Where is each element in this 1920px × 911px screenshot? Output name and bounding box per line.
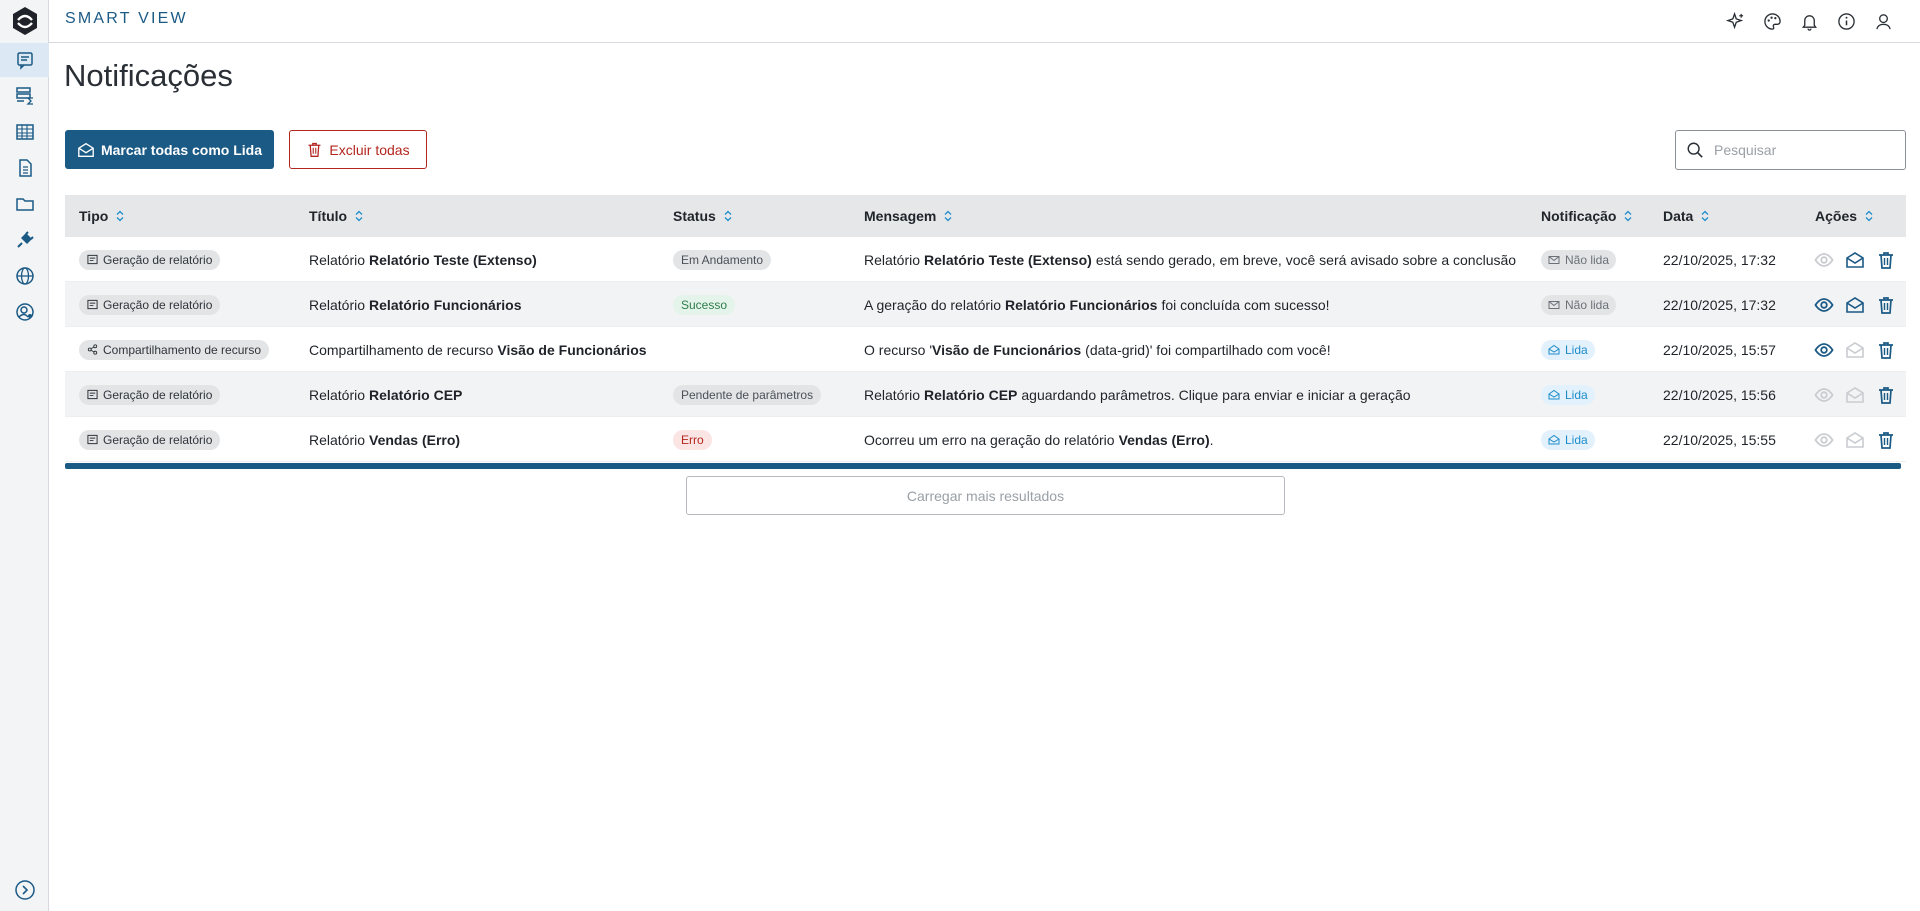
table-scrollbar[interactable]	[65, 463, 1901, 469]
envelope-open-icon	[1845, 340, 1865, 360]
delete-button[interactable]	[1875, 249, 1896, 270]
message-cell	[864, 417, 1214, 462]
delete-button[interactable]	[1875, 294, 1896, 315]
mark-all-read-button[interactable]	[65, 130, 274, 169]
column-header-label: Notificação	[1541, 208, 1617, 224]
user-settings-icon	[15, 302, 35, 322]
envelope-open-icon	[1845, 385, 1865, 405]
sidebar-item-documents[interactable]	[0, 151, 49, 185]
sidebar-item-web[interactable]	[0, 259, 49, 293]
status-badge: Sucesso	[673, 295, 735, 315]
logo-icon	[11, 6, 39, 36]
report-icon	[87, 299, 98, 310]
report-icon	[87, 434, 98, 445]
message-bold: Relatório Teste (Extenso)	[924, 251, 1092, 268]
delete-button[interactable]	[1875, 429, 1896, 450]
row-actions	[1813, 429, 1896, 450]
column-header-mensagem[interactable]	[864, 195, 952, 237]
user-icon	[1874, 12, 1893, 31]
status-cell	[673, 282, 735, 327]
column-header-notificacao[interactable]	[1541, 195, 1632, 237]
eye-icon	[1814, 385, 1834, 405]
document-icon	[15, 158, 35, 178]
title-prefix: Relatório	[309, 431, 366, 448]
sidebar	[0, 0, 49, 911]
view-button[interactable]	[1813, 294, 1834, 315]
message-cell	[864, 282, 1330, 327]
plug-icon	[15, 230, 35, 250]
message-text: O recurso '	[864, 341, 933, 358]
row-actions	[1813, 249, 1896, 270]
view-button[interactable]	[1813, 384, 1834, 405]
table-row[interactable]	[65, 327, 1906, 372]
message-text-end: .	[1209, 431, 1214, 448]
notification-cell	[1541, 327, 1595, 372]
notification-label: Lida	[1565, 432, 1588, 447]
trash-icon	[1876, 430, 1896, 450]
message-bold: Visão de Funcionários	[932, 341, 1082, 358]
sort-icon	[116, 210, 124, 222]
search-icon	[1686, 141, 1704, 159]
title-cell	[309, 417, 460, 462]
trash-icon	[306, 141, 323, 158]
page-title: Notificações	[64, 58, 233, 93]
type-cell	[79, 282, 220, 327]
message-text: Relatório	[864, 386, 921, 403]
mark-read-button[interactable]	[1844, 384, 1865, 405]
row-actions	[1813, 384, 1896, 405]
notification-cell	[1541, 372, 1595, 417]
eye-icon	[1814, 295, 1834, 315]
search-input[interactable]	[1714, 142, 1894, 158]
actions-cell	[1813, 372, 1896, 417]
date-cell: 22/10/2025, 15:56	[1663, 386, 1776, 403]
view-button[interactable]	[1813, 429, 1834, 450]
type-label: Compartilhamento de recurso	[103, 342, 262, 357]
theme-button[interactable]	[1762, 11, 1783, 32]
notification-cell	[1541, 237, 1616, 282]
notifications-icon	[15, 50, 35, 70]
sort-icon	[355, 210, 363, 222]
top-actions	[1725, 11, 1894, 32]
notification-label: Não lida	[1565, 252, 1610, 267]
mark-all-read-label: Marcar todas como Lida	[100, 141, 263, 158]
sparkle-icon	[1726, 12, 1745, 31]
status-badge: Em Andamento	[673, 250, 771, 270]
message-bold: Relatório CEP	[924, 386, 1018, 403]
bell-icon	[1800, 12, 1819, 31]
type-chip	[79, 430, 220, 450]
title-cell	[309, 327, 647, 372]
data-grid-icon	[15, 122, 35, 142]
type-chip	[79, 340, 269, 360]
message-bold: Relatório Funcionários	[1004, 296, 1158, 313]
delete-all-label: Excluir todas	[329, 141, 410, 158]
title-prefix: Relatório	[309, 296, 366, 313]
table-body	[65, 237, 1906, 462]
column-header-status[interactable]	[673, 195, 732, 237]
date-cell: 22/10/2025, 17:32	[1663, 251, 1776, 268]
envelope-open-icon	[1845, 250, 1865, 270]
mark-read-button[interactable]	[1844, 249, 1865, 270]
type-chip	[79, 385, 220, 405]
notification-cell	[1541, 282, 1616, 327]
mark-read-button[interactable]	[1844, 294, 1865, 315]
info-icon	[1837, 12, 1856, 31]
type-label: Geração de relatório	[103, 387, 213, 402]
title-name: Relatório Teste (Extenso)	[369, 251, 537, 268]
sidebar-item-folders[interactable]	[0, 187, 49, 221]
mail-closed-icon	[1548, 299, 1560, 311]
title-name: Visão de Funcionários	[497, 341, 647, 358]
type-cell	[79, 327, 269, 372]
expand-sidebar-button[interactable]	[14, 879, 36, 901]
actions-cell	[1813, 282, 1896, 327]
globe-icon	[15, 266, 35, 286]
actions-cell	[1813, 237, 1896, 282]
report-icon	[87, 389, 98, 400]
search-box	[1675, 130, 1906, 170]
date-cell: 22/10/2025, 15:57	[1663, 341, 1776, 358]
column-header-data[interactable]	[1663, 195, 1709, 237]
sort-icon	[724, 210, 732, 222]
table-row[interactable]	[65, 372, 1906, 417]
top-bar	[49, 0, 1920, 43]
table-header	[65, 195, 1906, 237]
table-row[interactable]	[65, 417, 1906, 462]
notification-cell	[1541, 417, 1595, 462]
status-cell	[673, 417, 712, 462]
title-name: Relatório Funcionários	[369, 296, 522, 313]
title-cell	[309, 372, 462, 417]
folder-icon	[15, 194, 35, 214]
type-label: Geração de relatório	[103, 252, 213, 267]
column-header-label: Tipo	[79, 208, 109, 224]
actions-cell	[1813, 327, 1896, 372]
sidebar-item-connections[interactable]	[0, 223, 49, 257]
notification-label: Não lida	[1565, 297, 1610, 312]
sidebar-item-notifications[interactable]	[0, 43, 49, 77]
date-cell: 22/10/2025, 17:32	[1663, 296, 1776, 313]
notifications-table	[65, 195, 1906, 469]
eye-icon	[1814, 250, 1834, 270]
type-cell	[79, 237, 220, 282]
message-text: Ocorreu um erro na geração do relatório	[864, 431, 1115, 448]
type-cell	[79, 372, 220, 417]
row-actions	[1813, 294, 1896, 315]
column-header-label: Mensagem	[864, 208, 937, 224]
brand-name: SMART VIEW	[65, 10, 188, 27]
delete-button[interactable]	[1875, 339, 1896, 360]
column-header-label: Status	[673, 208, 716, 224]
table-row[interactable]	[65, 282, 1906, 327]
trash-icon	[1876, 295, 1896, 315]
notification-label: Lida	[1565, 387, 1588, 402]
envelope-open-icon	[1845, 295, 1865, 315]
sidebar-item-user-settings[interactable]	[0, 295, 49, 329]
title-cell	[309, 282, 522, 327]
status-badge: Pendente de parâmetros	[673, 385, 821, 405]
table-row[interactable]	[65, 237, 1906, 282]
share-icon	[87, 344, 98, 355]
mark-read-button[interactable]	[1844, 429, 1865, 450]
notification-label: Lida	[1565, 342, 1588, 357]
message-cell	[864, 372, 1411, 417]
chevron-right-circle-icon	[14, 879, 36, 901]
column-header-label: Título	[309, 208, 348, 224]
column-header-label: Data	[1663, 208, 1694, 224]
column-header-label: Ações	[1815, 208, 1858, 224]
type-chip	[79, 250, 220, 270]
mark-read-button[interactable]	[1844, 339, 1865, 360]
type-chip	[79, 295, 220, 315]
app-logo[interactable]	[11, 6, 39, 36]
column-header-acoes[interactable]	[1815, 195, 1873, 237]
sidebar-item-data-grid[interactable]	[0, 115, 49, 149]
column-header-tipo[interactable]	[79, 195, 124, 237]
delete-button[interactable]	[1875, 384, 1896, 405]
message-text: A geração do relatório	[864, 296, 1001, 313]
title-prefix: Relatório	[309, 251, 366, 268]
title-name: Relatório CEP	[369, 386, 463, 403]
trash-icon	[1876, 250, 1896, 270]
eye-icon	[1814, 340, 1834, 360]
type-label: Geração de relatório	[103, 432, 213, 447]
status-badge: Erro	[673, 430, 712, 450]
view-button[interactable]	[1813, 339, 1834, 360]
load-more-button[interactable]: Carregar mais resultados	[686, 476, 1285, 515]
type-label: Geração de relatório	[103, 297, 213, 312]
sort-icon	[1865, 210, 1873, 222]
view-button[interactable]	[1813, 249, 1834, 270]
notification-badge	[1541, 340, 1595, 360]
mail-closed-icon	[1548, 254, 1560, 266]
message-text: Relatório	[864, 251, 921, 268]
mail-open-icon	[1548, 389, 1560, 401]
palette-icon	[1763, 12, 1782, 31]
mail-open-icon	[1548, 434, 1560, 446]
sort-icon	[944, 210, 952, 222]
row-actions	[1813, 339, 1896, 360]
status-cell	[673, 237, 771, 282]
title-name: Vendas (Erro)	[369, 431, 461, 448]
trash-icon	[1876, 340, 1896, 360]
title-cell	[309, 237, 537, 282]
sidebar-item-reports[interactable]	[0, 79, 49, 113]
report-sum-icon	[15, 86, 35, 106]
notifications-button[interactable]	[1799, 11, 1820, 32]
sort-icon	[1701, 210, 1709, 222]
notification-badge	[1541, 295, 1616, 315]
user-menu-button[interactable]	[1873, 11, 1894, 32]
status-cell	[673, 372, 821, 417]
notification-badge	[1541, 250, 1616, 270]
eye-icon	[1814, 430, 1834, 450]
info-button[interactable]	[1836, 11, 1857, 32]
title-prefix: Compartilhamento de recurso	[309, 341, 494, 358]
date-cell: 22/10/2025, 15:55	[1663, 431, 1776, 448]
envelope-open-icon	[77, 141, 95, 159]
message-text-end: está sendo gerado, em breve, você será avisado sobre a conclusão	[1095, 251, 1517, 268]
trash-icon	[1876, 385, 1896, 405]
message-cell	[864, 327, 1331, 372]
message-text-end: aguardando parâmetros. Clique para enviar e iniciar a geração	[1021, 386, 1411, 403]
title-prefix: Relatório	[309, 386, 366, 403]
sort-icon	[1624, 210, 1632, 222]
message-cell	[864, 237, 1516, 282]
notification-badge	[1541, 385, 1595, 405]
type-cell	[79, 417, 220, 462]
report-icon	[87, 254, 98, 265]
envelope-open-icon	[1845, 430, 1865, 450]
actions-cell	[1813, 417, 1896, 462]
delete-all-button[interactable]	[289, 130, 427, 169]
ai-assistant-button[interactable]	[1725, 11, 1746, 32]
mail-open-icon	[1548, 344, 1560, 356]
message-bold: Vendas (Erro)	[1118, 431, 1210, 448]
column-header-titulo[interactable]	[309, 195, 363, 237]
notification-badge	[1541, 430, 1595, 450]
message-text-end: (data-grid)' foi compartilhado com você!	[1085, 341, 1331, 358]
message-text-end: foi concluída com sucesso!	[1161, 296, 1330, 313]
